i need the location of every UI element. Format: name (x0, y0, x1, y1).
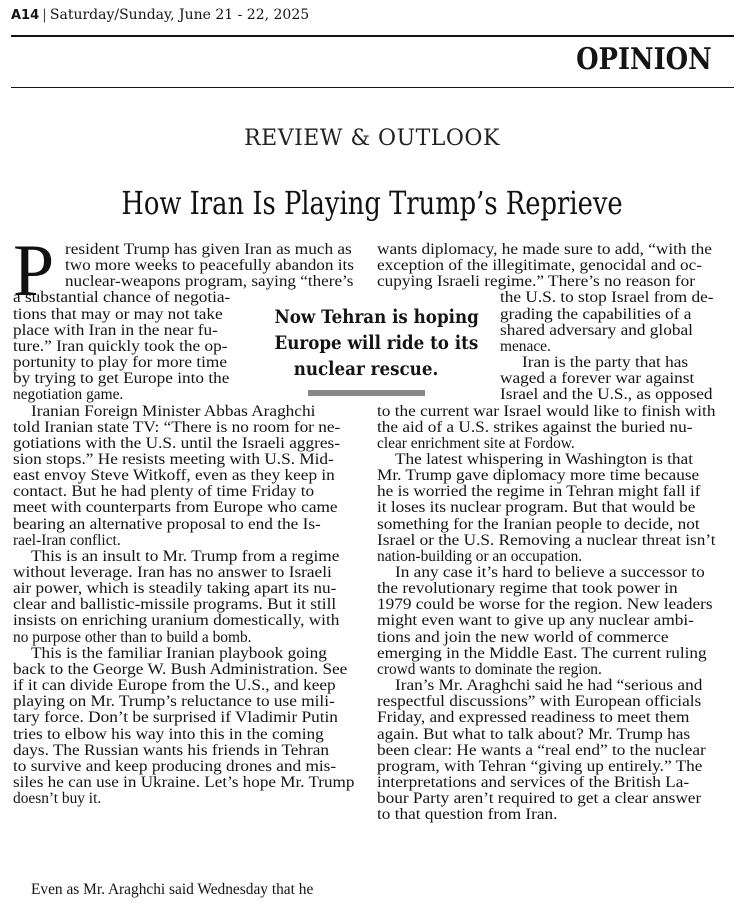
body-line: sion stops.” He resists meeting with U.S. Mid- (13, 450, 334, 468)
body-line: ture.” Iran quickly took the op- (13, 337, 228, 355)
body-line: to survive and keep producing drones and mis- (13, 757, 337, 775)
body-line: again. But what to talk about? Mr. Trump has (377, 725, 691, 743)
body-line: a substantial chance of negotia- (13, 289, 231, 307)
body-line: Iranian Foreign Minister Abbas Araghchi (31, 402, 316, 420)
body-line: to that question from Iran. (377, 806, 558, 824)
body-line: tions and join the new world of commerce (377, 628, 669, 646)
body-line: to the current war Israel would like to finish with (377, 402, 716, 420)
pull-quote-line: Now Tehran is hoping (274, 306, 479, 328)
body-line: rael-Iran conflict. (13, 531, 121, 549)
body-line: the revolutionary regime that took power in (377, 580, 678, 598)
body-line: gotiations with the U.S. until the Israeli aggres- (13, 434, 340, 452)
drop-cap: P (13, 230, 55, 312)
body-line: In any case it’s hard to believe a successor to (395, 564, 705, 581)
body-line: air power, which is steadily taking apart its nu- (13, 580, 337, 598)
body-line: negotiation game. (13, 386, 124, 404)
body-line: east envoy Steve Witkoff, even as they keep in (13, 467, 335, 485)
page-number: A14 (11, 8, 40, 23)
body-line: resident Trump has given Iran as much as (65, 241, 352, 258)
body-line: interpretations and services of the British La- (377, 773, 690, 791)
body-line: clear and ballistic-missile programs. But it still (13, 596, 337, 614)
body-line: clear enrichment site at Fordow. (377, 434, 575, 452)
body-line: doesn’t buy it. (13, 790, 102, 808)
body-line: without leverage. Iran has no answer to Israeli (13, 564, 332, 581)
pull-quote-line: Europe will ride to its (274, 332, 479, 354)
body-line: The latest whispering in Washington is that (395, 450, 694, 468)
body-line: he is worried the regime in Tehran might fall if (377, 483, 701, 501)
headline: How Iran Is Playing Trump’s Reprieve (121, 184, 623, 222)
body-line: been clear: He wants a “real end” to the nuclear (377, 741, 706, 759)
section-title: OPINION (576, 42, 712, 77)
pull-quote (262, 304, 479, 396)
pull-quote-line: nuclear rescue. (293, 358, 439, 380)
body-line: tary force. Don’t be surprised if Vladimir Putin (13, 709, 338, 727)
body-line: bearing an alternative proposal to end the Is- (13, 515, 321, 533)
pull-quote-rule (308, 390, 425, 396)
body-line: no purpose other than to build a bomb. (13, 628, 252, 646)
body-line: back to the George W. Bush Administration. See (13, 660, 348, 678)
body-line: 1979 could be worse for the region. New leaders (377, 596, 713, 614)
body-line: the aid of a U.S. strikes against the buried nu- (377, 418, 693, 436)
body-line: Even as Mr. Araghchi said Wednesday that he (31, 880, 314, 898)
body-line: contact. But he had plenty of time Friday to (13, 483, 315, 501)
issue-date: Saturday/Sunday, June 21 - 22, 2025 (49, 7, 310, 23)
body-line: This is the familiar Iranian playbook going (31, 644, 327, 662)
body-line: bour Party aren’t required to get a clear answer (377, 790, 702, 808)
body-line: Iran’s Mr. Araghchi said he had “serious and (395, 677, 703, 695)
body-line: emerging in the Middle East. The current ruling (377, 644, 707, 662)
body-line: days. The Russian wants his friends in Tehran (13, 741, 330, 759)
section-rule (11, 87, 734, 88)
body-line: Israel and the U.S., as opposed (500, 386, 713, 404)
body-line: grading the capabilities of a (500, 305, 692, 323)
body-line: cupying Israeli regime.” There’s no reason for (377, 273, 695, 291)
body-line: nuclear-weapons program, saying “there’s (65, 273, 354, 291)
page-header (11, 6, 734, 25)
body-line: by trying to get Europe into the (13, 370, 230, 388)
body-line: two more weeks to peacefully abandon its (65, 257, 354, 275)
body-line: Friday, and expressed readiness to meet them (377, 709, 690, 727)
body-line: exception of the illegitimate, genocidal and oc- (377, 257, 703, 275)
body-line: respectful discussions” with European officials (377, 693, 702, 711)
body-line: if it can divide Europe from the U.S., and keep (13, 677, 336, 695)
body-line: meet with counterparts from Europe who came (13, 499, 338, 517)
body-line: siles he can use in Ukraine. Let’s hope Mr. Trump (13, 773, 355, 791)
body-line: tions that may or may not take (13, 305, 223, 323)
body-line: the U.S. to stop Israel from de- (500, 289, 714, 307)
body-line: crowd wants to dominate the region. (377, 660, 602, 678)
body-line: waged a forever war against (500, 370, 695, 388)
body-line: Mr. Trump gave diplomacy more time because (377, 467, 700, 485)
body-line: wants diplomacy, he made sure to add, “with the (377, 241, 712, 258)
body-line: insists on enriching uranium domestically, with (13, 612, 340, 630)
body-line: told Iranian state TV: “There is no room for ne- (13, 418, 341, 436)
body-line: portunity to play for more time (13, 354, 227, 372)
body-line: Israel or the U.S. Removing a nuclear threat isn’t (377, 531, 716, 549)
header-separator: | (42, 7, 47, 23)
body-line: place with Iran in the near fu- (13, 321, 218, 339)
header-rule (11, 35, 734, 37)
body-line: it loses its nuclear program. But that would be (377, 499, 696, 517)
body-line: something for the Iranian people to decide, not (377, 515, 700, 533)
body-line: might even want to give up any nuclear ambi- (377, 612, 694, 630)
body-line: shared adversary and global (500, 321, 693, 339)
body-line: playing on Mr. Trump’s reluctance to use mili- (13, 693, 335, 711)
kicker: REVIEW & OUTLOOK (244, 126, 500, 151)
body-line: program, with Tehran “giving up entirely.” The (377, 757, 703, 775)
body-line: nation-building or an occupation. (377, 547, 583, 565)
body-line: This is an insult to Mr. Trump from a regime (31, 547, 340, 565)
body-line: Iran is the party that has (522, 354, 689, 372)
body-line: menace. (500, 337, 551, 355)
body-line: tries to elbow his way into this in the coming (13, 725, 324, 743)
